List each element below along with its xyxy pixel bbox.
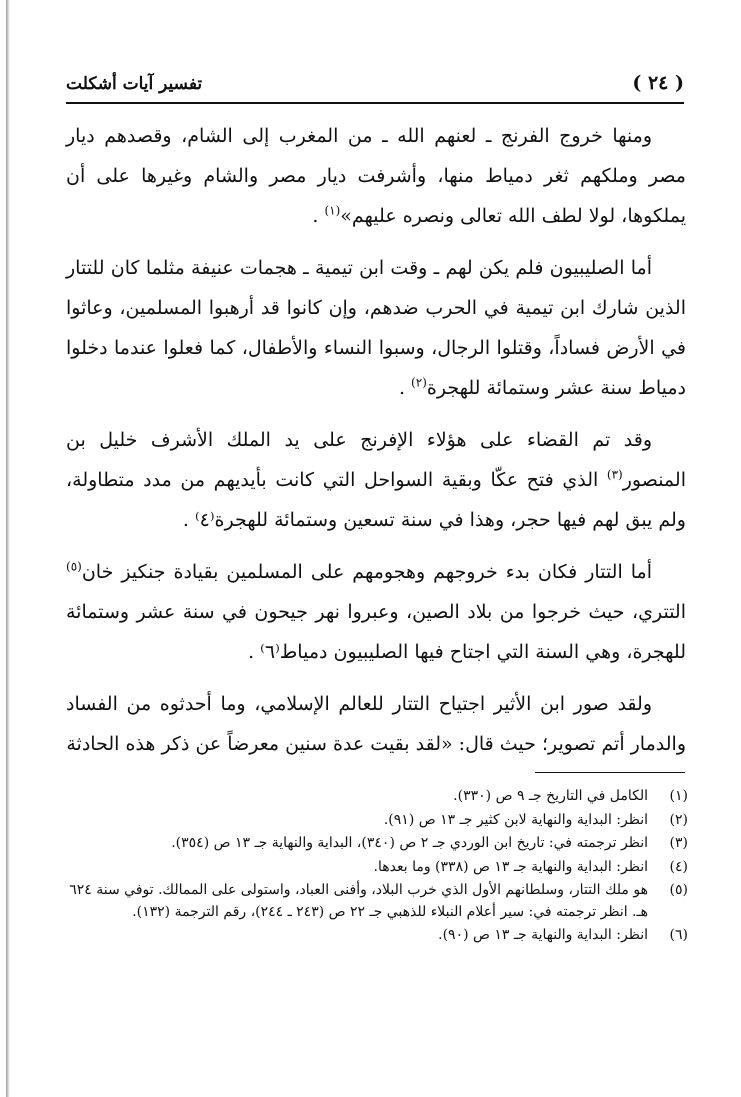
footnote-text: انظر: البداية والنهاية جـ ١٣ ص (٣٣٨) وما بعدها. (373, 858, 648, 875)
footnote (60, 880, 688, 923)
footnote-number: (١) (669, 788, 688, 804)
paragraph-text: ولقد صور ابن الأثير اجتياح التتار للعالم الإسلامي، وما أحدثوه من الفساد والدمار أتم تصوير؛ حيث قال: «لقد بقيت عدة سنين معرضاً عن ذكر هذه الحادثة (66, 693, 686, 755)
paragraph (66, 684, 686, 764)
running-header (66, 72, 684, 100)
footnote-ref: (٥) (66, 559, 82, 574)
footnote-rule (535, 772, 685, 773)
footnote-number: (٢) (669, 811, 688, 828)
paragraph (66, 248, 686, 408)
footnote-number: (٤) (669, 858, 688, 875)
main-text (66, 116, 686, 776)
paragraph (66, 420, 686, 540)
paragraph-text: أما التتار فكان بدء خروجهم وهجومهم على المسلمين بقيادة جنكيز خان (81, 561, 652, 583)
paragraph-text: وقد تم القضاء على هؤلاء الإفرنج على يد الملك الأشرف خليل بن المنصور (66, 429, 686, 491)
header-rule (66, 102, 684, 104)
footnote-ref: (٣) (606, 467, 623, 482)
footnote (60, 833, 688, 855)
footnote-ref: (١) (324, 203, 341, 218)
paragraph-text: ومنها خروج الفرنج ـ لعنهم الله ـ من المغرب إلى الشام، وقصدهم ديار مصر وملكهم ثغر دمياط منها، وأشرفت ديار مصر والشام وغيرها على أن يملكوها، لولا لطف الله تعالى ونصره عليهم» (66, 125, 686, 227)
paragraph-tail: . (312, 205, 325, 227)
footnote-number: (٥) (669, 882, 688, 898)
footnote-ref: (٢) (411, 375, 427, 390)
paragraph (66, 116, 686, 236)
footnote-text: الكامل في التاريخ جـ ٩ ص (٣٣٠). (453, 788, 648, 804)
footnote-text: انظر ترجمته في: تاريخ ابن الوردي جـ ٢ ص (٣٤٠)، البداية والنهاية جـ ١٣ ص (٣٥٤). (171, 835, 648, 851)
footnote-number: (٦) (669, 927, 688, 943)
footnote (60, 810, 688, 832)
paragraph-tail: الذي فتح عكّا وبقية السواحل التي كانت بأيديهم من مدد متطاولة، ولم يبق لهم فيها حجر، وهذا في سنة تسعين وستمائة للهجرة⁽٤⁾ . (66, 469, 686, 531)
footnote (60, 925, 688, 947)
paragraph (66, 552, 686, 672)
book-title: تفسير آيات أشكلت (66, 74, 203, 94)
footnote (60, 786, 688, 808)
footnote-text: انظر: البداية والنهاية جـ ١٣ ص (٩٠). (438, 927, 648, 943)
footnote (60, 857, 688, 879)
paragraph-tail: التتري، حيث خرجوا من بلاد الصين، وعبروا نهر جيحون في سنة عشر وستمائة للهجرة، وهي السنة التي اجتاح فيها الصليبيون دمياط⁽٦⁾ . (66, 601, 686, 663)
paragraph-text: أما الصليبيون فلم يكن لهم ـ وقت ابن تيمية ـ هجمات عنيفة مثلما كان للتتار الذين شارك ابن تيمية في الحرب ضدهم، وإن كانوا قد أرهبوا المسلمين، وعاثوا في الأرض فساداً، وقتلوا الرجال، وسبوا النساء والأطفال، كما فعلوا عندما دخلوا دمياط سنة عشر وستمائة للهجرة (66, 257, 686, 399)
page-number: ( ٢٤ ) (632, 72, 684, 94)
footnote-text: انظر: البداية والنهاية لابن كثير جـ ١٣ ص (٩١). (383, 811, 648, 828)
footnote-number: (٣) (669, 835, 688, 851)
footnote-text: هو ملك التتار، وسلطانهم الأول الذي خرب البلاد، وأفنى العباد، واستولى على الممالك. توفي سنة ٦٢٤ هـ. انظر ترجمته في: سير أعلام النبلاء للذهبي جـ ٢٢ ص (٢٤٣ ـ ٢٤٤)، رقم الترجمة (١٣٢). (69, 882, 648, 920)
footnotes (60, 786, 688, 949)
scan-edge-shadow (6, 0, 10, 1097)
paragraph-tail: . (398, 377, 412, 399)
